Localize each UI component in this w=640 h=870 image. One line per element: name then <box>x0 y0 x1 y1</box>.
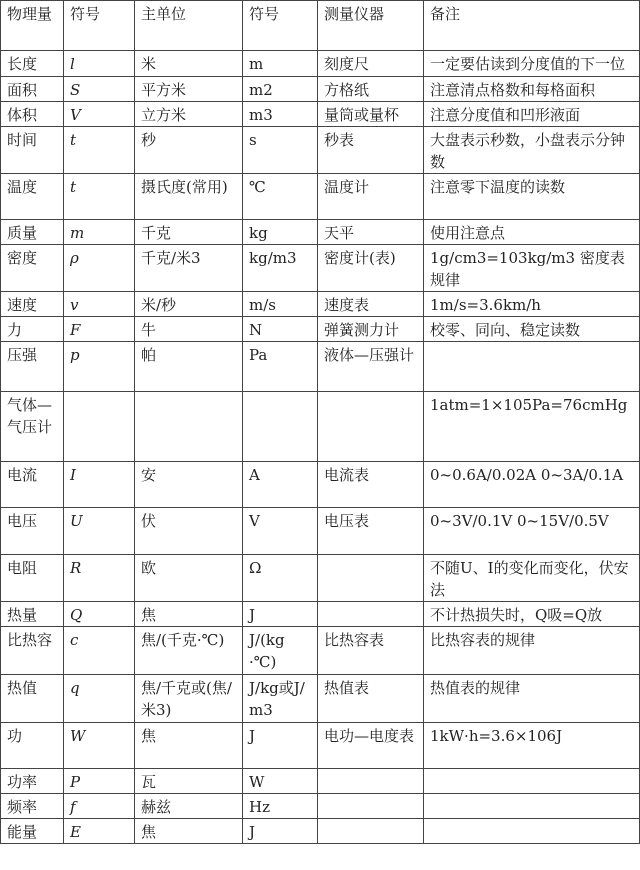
cell-quantity: 密度 <box>1 245 64 292</box>
cell-quantity: 长度 <box>1 51 64 77</box>
cell-unit: 摄氏度(常用) <box>135 174 243 220</box>
cell-unit: 焦 <box>135 723 243 769</box>
table-row <box>1 627 640 675</box>
cell-instrument: 刻度尺 <box>318 51 424 77</box>
header-unit-symbol: 符号 <box>243 1 318 51</box>
cell-unit: 欧 <box>135 555 243 602</box>
header-row <box>1 1 640 51</box>
cell-quantity: 时间 <box>1 127 64 174</box>
cell-instrument <box>318 392 424 462</box>
table-row <box>1 342 640 392</box>
cell-note: 不随U、I的变化而变化，伏安法 <box>424 555 640 602</box>
cell-note: 热值表的规律 <box>424 675 640 723</box>
table-row <box>1 602 640 627</box>
cell-symbol <box>64 392 135 462</box>
cell-instrument: 方格纸 <box>318 77 424 102</box>
cell-unit-symbol: J/kg或J/m3 <box>243 675 318 723</box>
cell-unit: 千克/米3 <box>135 245 243 292</box>
table-row <box>1 102 640 127</box>
cell-unit: 米 <box>135 51 243 77</box>
cell-unit-symbol: J/(kg·℃) <box>243 627 318 675</box>
table-row <box>1 245 640 292</box>
table-row <box>1 51 640 77</box>
cell-quantity: 功 <box>1 723 64 769</box>
table-row <box>1 127 640 174</box>
cell-symbol: W <box>64 723 135 769</box>
cell-instrument <box>318 794 424 819</box>
cell-quantity: 功率 <box>1 769 64 794</box>
header-unit: 主单位 <box>135 1 243 51</box>
table-row <box>1 769 640 794</box>
cell-symbol: p <box>64 342 135 392</box>
table-body <box>1 51 640 844</box>
cell-symbol: I <box>64 462 135 508</box>
cell-unit: 千克 <box>135 220 243 245</box>
cell-note: 校零、同向、稳定读数 <box>424 317 640 342</box>
cell-unit-symbol: m2 <box>243 77 318 102</box>
cell-instrument <box>318 819 424 844</box>
cell-quantity: 质量 <box>1 220 64 245</box>
cell-note <box>424 819 640 844</box>
cell-unit-symbol: Ω <box>243 555 318 602</box>
cell-note: 比热容表的规律 <box>424 627 640 675</box>
cell-instrument: 温度计 <box>318 174 424 220</box>
table-row <box>1 462 640 508</box>
cell-symbol: t <box>64 127 135 174</box>
cell-unit: 焦 <box>135 602 243 627</box>
cell-unit-symbol: A <box>243 462 318 508</box>
cell-note: 0~0.6A/0.02A 0~3A/0.1A <box>424 462 640 508</box>
cell-unit-symbol: Pa <box>243 342 318 392</box>
cell-instrument: 电压表 <box>318 508 424 555</box>
cell-note: 0~3V/0.1V 0~15V/0.5V <box>424 508 640 555</box>
cell-symbol: F <box>64 317 135 342</box>
cell-unit: 秒 <box>135 127 243 174</box>
cell-symbol: V <box>64 102 135 127</box>
table-row <box>1 794 640 819</box>
cell-unit-symbol: J <box>243 819 318 844</box>
cell-unit-symbol: kg/m3 <box>243 245 318 292</box>
cell-unit: 焦 <box>135 819 243 844</box>
cell-unit-symbol: J <box>243 723 318 769</box>
cell-quantity: 力 <box>1 317 64 342</box>
cell-unit: 帕 <box>135 342 243 392</box>
cell-quantity: 电压 <box>1 508 64 555</box>
cell-unit-symbol: J <box>243 602 318 627</box>
cell-note: 1atm=1×105Pa=76cmHg <box>424 392 640 462</box>
table-row <box>1 723 640 769</box>
cell-symbol: f <box>64 794 135 819</box>
cell-unit-symbol: kg <box>243 220 318 245</box>
cell-instrument: 弹簧测力计 <box>318 317 424 342</box>
cell-unit-symbol: ℃ <box>243 174 318 220</box>
cell-symbol: U <box>64 508 135 555</box>
cell-note: 大盘表示秒数，小盘表示分钟数 <box>424 127 640 174</box>
table-row <box>1 292 640 317</box>
table-row <box>1 392 640 462</box>
cell-note: 一定要估读到分度值的下一位 <box>424 51 640 77</box>
cell-quantity: 压强 <box>1 342 64 392</box>
cell-note: 1kW·h=3.6×106J <box>424 723 640 769</box>
cell-instrument: 秒表 <box>318 127 424 174</box>
cell-symbol: S <box>64 77 135 102</box>
cell-note: 使用注意点 <box>424 220 640 245</box>
cell-symbol: l <box>64 51 135 77</box>
cell-instrument: 液体—压强计 <box>318 342 424 392</box>
cell-quantity: 温度 <box>1 174 64 220</box>
cell-instrument: 天平 <box>318 220 424 245</box>
cell-symbol: v <box>64 292 135 317</box>
cell-unit: 安 <box>135 462 243 508</box>
cell-instrument: 热值表 <box>318 675 424 723</box>
cell-instrument: 密度计(表) <box>318 245 424 292</box>
table-row <box>1 819 640 844</box>
cell-instrument <box>318 769 424 794</box>
cell-unit-symbol: W <box>243 769 318 794</box>
cell-instrument: 量筒或量杯 <box>318 102 424 127</box>
cell-unit-symbol: m3 <box>243 102 318 127</box>
cell-unit-symbol: s <box>243 127 318 174</box>
cell-unit: 焦/(千克·℃) <box>135 627 243 675</box>
cell-quantity: 电阻 <box>1 555 64 602</box>
header-note: 备注 <box>424 1 640 51</box>
cell-instrument: 比热容表 <box>318 627 424 675</box>
cell-note: 1g/cm3=103kg/m3 密度表规律 <box>424 245 640 292</box>
cell-unit <box>135 392 243 462</box>
cell-unit: 焦/千克或(焦/米3) <box>135 675 243 723</box>
cell-unit-symbol: m/s <box>243 292 318 317</box>
cell-quantity: 频率 <box>1 794 64 819</box>
cell-instrument: 速度表 <box>318 292 424 317</box>
cell-quantity: 气体—气压计 <box>1 392 64 462</box>
cell-quantity: 能量 <box>1 819 64 844</box>
table-row <box>1 317 640 342</box>
cell-symbol: Q <box>64 602 135 627</box>
cell-note: 注意清点格数和每格面积 <box>424 77 640 102</box>
cell-unit: 牛 <box>135 317 243 342</box>
cell-quantity: 比热容 <box>1 627 64 675</box>
cell-unit: 瓦 <box>135 769 243 794</box>
table-row <box>1 174 640 220</box>
cell-quantity: 面积 <box>1 77 64 102</box>
cell-unit-symbol: N <box>243 317 318 342</box>
cell-instrument <box>318 555 424 602</box>
cell-quantity: 电流 <box>1 462 64 508</box>
cell-instrument <box>318 602 424 627</box>
cell-symbol: ρ <box>64 245 135 292</box>
cell-symbol: c <box>64 627 135 675</box>
cell-instrument: 电流表 <box>318 462 424 508</box>
cell-note: 注意零下温度的读数 <box>424 174 640 220</box>
header-quantity: 物理量 <box>1 1 64 51</box>
cell-note <box>424 342 640 392</box>
header-instrument: 测量仪器 <box>318 1 424 51</box>
cell-quantity: 速度 <box>1 292 64 317</box>
cell-symbol: R <box>64 555 135 602</box>
cell-symbol: t <box>64 174 135 220</box>
cell-note: 不计热损失时，Q吸=Q放 <box>424 602 640 627</box>
cell-unit: 米/秒 <box>135 292 243 317</box>
cell-unit: 赫兹 <box>135 794 243 819</box>
table-row <box>1 220 640 245</box>
cell-unit: 伏 <box>135 508 243 555</box>
cell-unit: 立方米 <box>135 102 243 127</box>
cell-quantity: 热值 <box>1 675 64 723</box>
cell-instrument: 电功—电度表 <box>318 723 424 769</box>
cell-note: 注意分度值和凹形液面 <box>424 102 640 127</box>
cell-unit-symbol <box>243 392 318 462</box>
cell-unit-symbol: V <box>243 508 318 555</box>
cell-quantity: 热量 <box>1 602 64 627</box>
cell-symbol: E <box>64 819 135 844</box>
table-row <box>1 555 640 602</box>
cell-symbol: q <box>64 675 135 723</box>
cell-unit-symbol: m <box>243 51 318 77</box>
cell-unit-symbol: Hz <box>243 794 318 819</box>
header-symbol: 符号 <box>64 1 135 51</box>
cell-quantity: 体积 <box>1 102 64 127</box>
cell-symbol: m <box>64 220 135 245</box>
cell-unit: 平方米 <box>135 77 243 102</box>
cell-note: 1m/s=3.6km/h <box>424 292 640 317</box>
table-row <box>1 77 640 102</box>
table-row <box>1 675 640 723</box>
table-row <box>1 508 640 555</box>
cell-symbol: P <box>64 769 135 794</box>
cell-note <box>424 769 640 794</box>
cell-note <box>424 794 640 819</box>
